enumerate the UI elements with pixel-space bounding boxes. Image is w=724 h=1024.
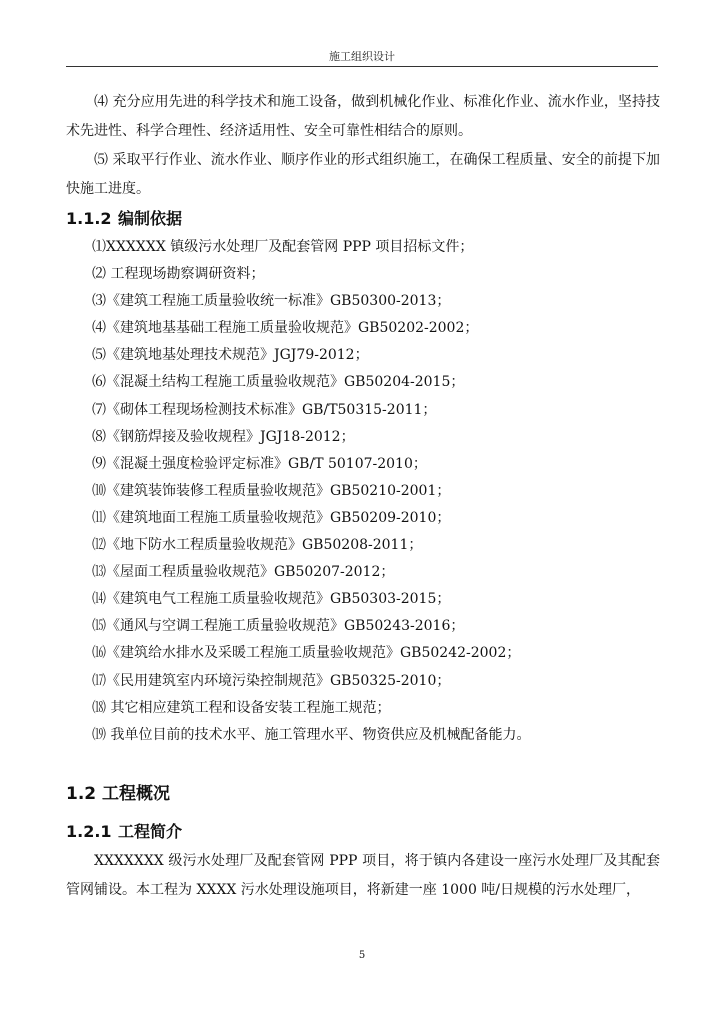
list-item: ⑶《建筑工程施工质量验收统一标准》GB50300-2013；: [92, 293, 451, 310]
page-number: 5: [358, 950, 366, 961]
section-number: 1.2.1: [66, 821, 112, 841]
list-item: ⒆ 我单位目前的技术水平、施工管理水平、物资供应及机械配备能力。: [92, 726, 531, 743]
list-item: ⑾《建筑地面工程施工质量验收规范》GB50209-2010；: [92, 509, 451, 526]
principle-4: ⑷ 充分应用先进的科学技术和施工设备，做到机械化作业、标准化作业、流水作业，坚持技术先进性、科学合理性、经济适用性、安全可靠性相结合的原则。: [66, 94, 660, 139]
section-heading-basis: [66, 204, 660, 234]
section-number: 1.1.2: [66, 209, 112, 228]
section-heading-overview: 1.2 工程概况: [66, 783, 171, 804]
list-item: ⑵ 工程现场勘察调研资料；: [92, 266, 265, 283]
list-item: ⑴XXXXXX 镇级污水处理厂及配套管网 PPP 项目招标文件；: [92, 239, 474, 255]
section-title: 工程简介: [118, 821, 183, 841]
list-item: ⒃《建筑给水排水及采暖工程施工质量验收规范》GB50242-2002；: [92, 645, 521, 662]
page-header: 施工组织设计: [329, 50, 395, 63]
list-item: ⑽《建筑装饰装修工程质量验收规范》GB50210-2001；: [92, 482, 451, 499]
list-item: ⒀《屋面工程质量验收规范》GB50207-2012；: [92, 564, 395, 581]
list-item: ⒅ 其它相应建筑工程和设备安装工程施工规范；: [92, 699, 391, 716]
intro-paragraph: XXXXXXX 级污水处理厂及配套管网 PPP 项目，将于镇内各建设一座污水处理厂及其配套管网铺设。本工程为 XXXX 污水处理设施项目，将新建一座 1000 吨/日规模的污水处理厂，: [66, 852, 660, 898]
list-item: ⑸《建筑地基处理技术规范》JGJ79-2012；: [92, 347, 369, 364]
list-item: ⒁《建筑电气工程施工质量验收规范》GB50303-2015；: [92, 591, 451, 608]
list-item: ⑼《混凝土强度检验评定标准》GB/T 50107-2010；: [92, 455, 427, 472]
list-item: ⑺《砌体工程现场检测技术标准》GB/T50315-2011；: [92, 401, 437, 418]
list-item: ⒂《通风与空调工程施工质量验收规范》GB50243-2016；: [92, 618, 465, 635]
list-item: ⑿《地下防水工程质量验收规范》GB50208-2011；: [92, 537, 423, 554]
list-item: ⒄《民用建筑室内环境污染控制规范》GB50325-2010；: [92, 672, 451, 689]
section-title: 编制依据: [118, 209, 183, 228]
document-body: [66, 88, 660, 905]
list-item: ⑷《建筑地基基础工程施工质量验收规范》GB50202-2002；: [92, 320, 479, 337]
section-heading-intro: [66, 817, 660, 847]
header-rule: [66, 66, 658, 67]
basis-list: [66, 234, 660, 749]
principle-5: ⑸ 采取平行作业、流水作业、顺序作业的形式组织施工，在确保工程质量、安全的前提下加快施工进度。: [66, 152, 660, 197]
list-item: ⑹《混凝土结构工程施工质量验收规范》GB50204-2015；: [92, 374, 465, 391]
list-item: ⑻《钢筋焊接及验收规程》JGJ18-2012；: [92, 428, 355, 445]
